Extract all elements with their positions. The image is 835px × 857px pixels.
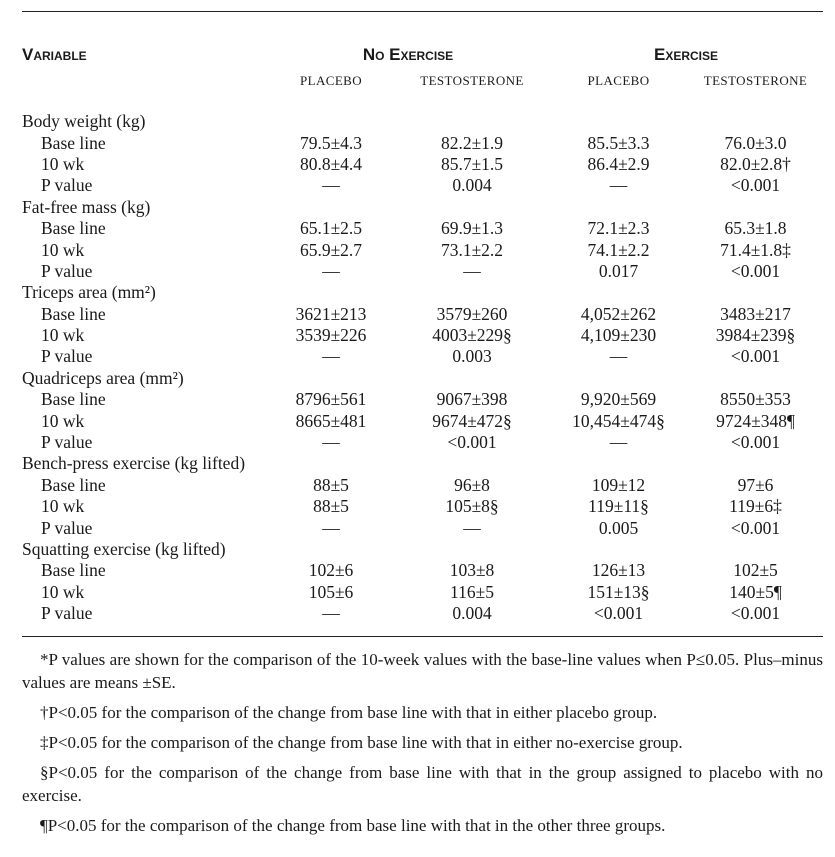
table-cell: 105±8§: [445, 496, 499, 517]
row-label: Base line: [41, 218, 106, 239]
table-cell: 69.9±1.3: [440, 218, 504, 239]
table-cell: 105±6: [308, 581, 354, 602]
table-cell: —: [322, 603, 340, 624]
table-cell: 0.003: [452, 346, 492, 367]
row-label: 10 wk: [41, 496, 85, 517]
variable-row: [22, 368, 823, 389]
table-cell: 88±5: [313, 474, 349, 495]
table-cell: 4,109±230: [580, 325, 657, 346]
table-cell: —: [322, 346, 340, 367]
row-label: Base line: [41, 132, 106, 153]
row-label: P value: [41, 260, 93, 281]
table-cell: 3483±217: [720, 303, 791, 324]
table-cell: 4,052±262: [580, 303, 657, 324]
table-cell: 3579±260: [436, 303, 508, 324]
table-cell: 85.5±3.3: [587, 132, 650, 153]
table-row: [22, 389, 823, 410]
table-cell: 3539±226: [295, 325, 367, 346]
footnote: ‡P<0.05 for the comparison of the change from base line with that in either no-exercise group.: [40, 733, 683, 752]
table-cell: —: [609, 346, 628, 367]
table-cell: 0.017: [598, 260, 639, 281]
table-cell: 65.3±1.8: [724, 218, 787, 239]
table-cell: 97±6: [737, 474, 774, 495]
variable-row: [22, 282, 823, 303]
table-row: [22, 132, 823, 153]
variable-row: [22, 539, 823, 560]
row-label: P value: [41, 517, 93, 538]
table-cell: 8550±353: [720, 389, 791, 410]
variable-row: [22, 453, 823, 474]
table-cell: 86.4±2.9: [587, 153, 650, 174]
table-cell: <0.001: [730, 346, 781, 367]
table-cell: 76.0±3.0: [724, 132, 787, 153]
table-cell: 3984±239§: [715, 325, 796, 346]
table-cell: 8665±481: [295, 410, 367, 431]
row-label: 10 wk: [41, 239, 85, 260]
table-cell: 0.005: [598, 517, 639, 538]
row-label: 10 wk: [41, 153, 85, 174]
variable-row: [22, 111, 823, 132]
table-row: [22, 582, 823, 603]
table-cell: 82.0±2.8†: [720, 153, 791, 174]
table-cell: <0.001: [593, 603, 644, 624]
table-cell: <0.001: [730, 260, 781, 281]
table-row: [22, 261, 823, 282]
table-cell: 71.4±1.8‡: [720, 239, 791, 260]
table-cell: <0.001: [730, 175, 781, 196]
table-cell: 0.004: [452, 175, 492, 196]
table-cell: 126±13: [591, 560, 646, 581]
table-row: [22, 154, 823, 175]
table-row: [22, 346, 823, 367]
table-row: [22, 175, 823, 196]
table-cell: 119±6‡: [729, 496, 782, 517]
table-row: [22, 475, 823, 496]
row-label: 10 wk: [41, 410, 85, 431]
table-cell: 73.1±2.2: [440, 239, 504, 260]
table-cell: —: [463, 260, 481, 281]
table-cell: 9067±398: [436, 389, 508, 410]
variable-name: Fat-free mass (kg): [22, 196, 151, 217]
table-cell: 8796±561: [295, 389, 367, 410]
table-cell: 9724±348¶: [716, 410, 795, 431]
table-cell: 109±12: [591, 474, 646, 495]
table-cell: —: [463, 517, 481, 538]
variable-name: Triceps area (mm²): [22, 282, 156, 303]
table-cell: 10,454±474§: [572, 410, 665, 431]
table-cell: <0.001: [447, 432, 497, 453]
top-rule: [22, 11, 823, 12]
row-label: P value: [41, 175, 93, 196]
subheader-placebo-exercise: PLACEBO: [587, 73, 650, 88]
table-cell: 9674±472§: [432, 410, 512, 431]
results-table: [22, 42, 823, 624]
subheader-testosterone-exercise: TESTOSTERONE: [703, 73, 808, 88]
table-cell: 9,920±569: [580, 389, 657, 410]
row-label: P value: [41, 603, 93, 624]
table-row: [22, 517, 823, 538]
table-cell: —: [322, 432, 340, 453]
table-cell: 80.8±4.4: [299, 153, 363, 174]
table-cell: <0.001: [730, 432, 781, 453]
table-cell: 79.5±4.3: [299, 132, 363, 153]
footnote: §P<0.05 for the comparison of the change from base line with that in the group assigned to placebo with no exercise.: [22, 763, 823, 805]
footnote: *P values are shown for the comparison of the 10-week values with the base-line values when P≤0.05. Plus–minus values are means ±SE.: [22, 650, 823, 692]
table-cell: 65.9±2.7: [299, 239, 363, 260]
row-label: Base line: [41, 474, 106, 495]
subheader-placebo-no-exercise: PLACEBO: [299, 73, 363, 88]
table-cell: —: [322, 260, 340, 281]
table-cell: <0.001: [730, 517, 781, 538]
table-row: [22, 603, 823, 624]
exercise-header: Exercise: [654, 45, 719, 64]
table-cell: 96±8: [454, 474, 490, 495]
table-cell: 119±11§: [588, 496, 649, 517]
table-cell: 102±5: [733, 560, 778, 581]
variable-name: Squatting exercise (kg lifted): [22, 539, 226, 559]
variable-row: [22, 197, 823, 218]
table-cell: —: [322, 175, 340, 196]
table-cell: —: [609, 432, 628, 453]
footnotes: [22, 648, 823, 844]
table-cell: 74.1±2.2: [587, 239, 650, 260]
footnote: †P<0.05 for the comparison of the change from base line with that in either placebo group.: [40, 703, 658, 722]
subheader-testosterone-no-exercise: TESTOSTERONE: [420, 73, 524, 88]
table-cell: —: [322, 517, 340, 538]
table-cell: 82.2±1.9: [440, 132, 504, 153]
row-label: Base line: [41, 389, 106, 410]
bottom-rule: [22, 636, 823, 637]
table-cell: 116±5: [450, 581, 494, 602]
table-row: [22, 218, 823, 239]
row-label: 10 wk: [41, 325, 85, 346]
table-cell: 0.004: [452, 603, 492, 624]
table-cell: 151±13§: [587, 581, 650, 602]
table-cell: 72.1±2.3: [587, 218, 650, 239]
table-row: [22, 304, 823, 325]
table-row: [22, 239, 823, 260]
table-row: [22, 410, 823, 431]
table-body: [22, 111, 823, 624]
table-row: [22, 496, 823, 517]
table-cell: 85.7±1.5: [440, 153, 504, 174]
row-label: P value: [41, 346, 93, 367]
table-cell: 3621±213: [295, 303, 367, 324]
table-row: [22, 560, 823, 581]
table-row: [22, 432, 823, 453]
table-cell: 140±5¶: [729, 581, 782, 602]
variable-name: Bench-press exercise (kg lifted): [22, 453, 246, 474]
table-cell: 88±5: [313, 496, 349, 517]
variable-name: Body weight (kg): [22, 111, 146, 132]
table-cell: 103±8: [449, 560, 495, 581]
table-cell: 4003±229§: [432, 325, 512, 346]
row-label: 10 wk: [41, 581, 85, 602]
table-cell: <0.001: [730, 603, 781, 624]
table-row: [22, 325, 823, 346]
variable-name: Quadriceps area (mm²): [22, 367, 184, 388]
row-label: P value: [41, 432, 93, 453]
no-exercise-header: No Exercise: [362, 45, 454, 64]
row-label: Base line: [41, 560, 106, 581]
table-cell: —: [609, 175, 628, 196]
table-cell: 102±6: [308, 560, 354, 581]
table-cell: 65.1±2.5: [299, 218, 363, 239]
row-label: Base line: [41, 303, 106, 324]
variable-header: Variable: [22, 45, 87, 64]
footnote: ¶P<0.05 for the comparison of the change from base line with that in the other three groups.: [40, 816, 666, 835]
